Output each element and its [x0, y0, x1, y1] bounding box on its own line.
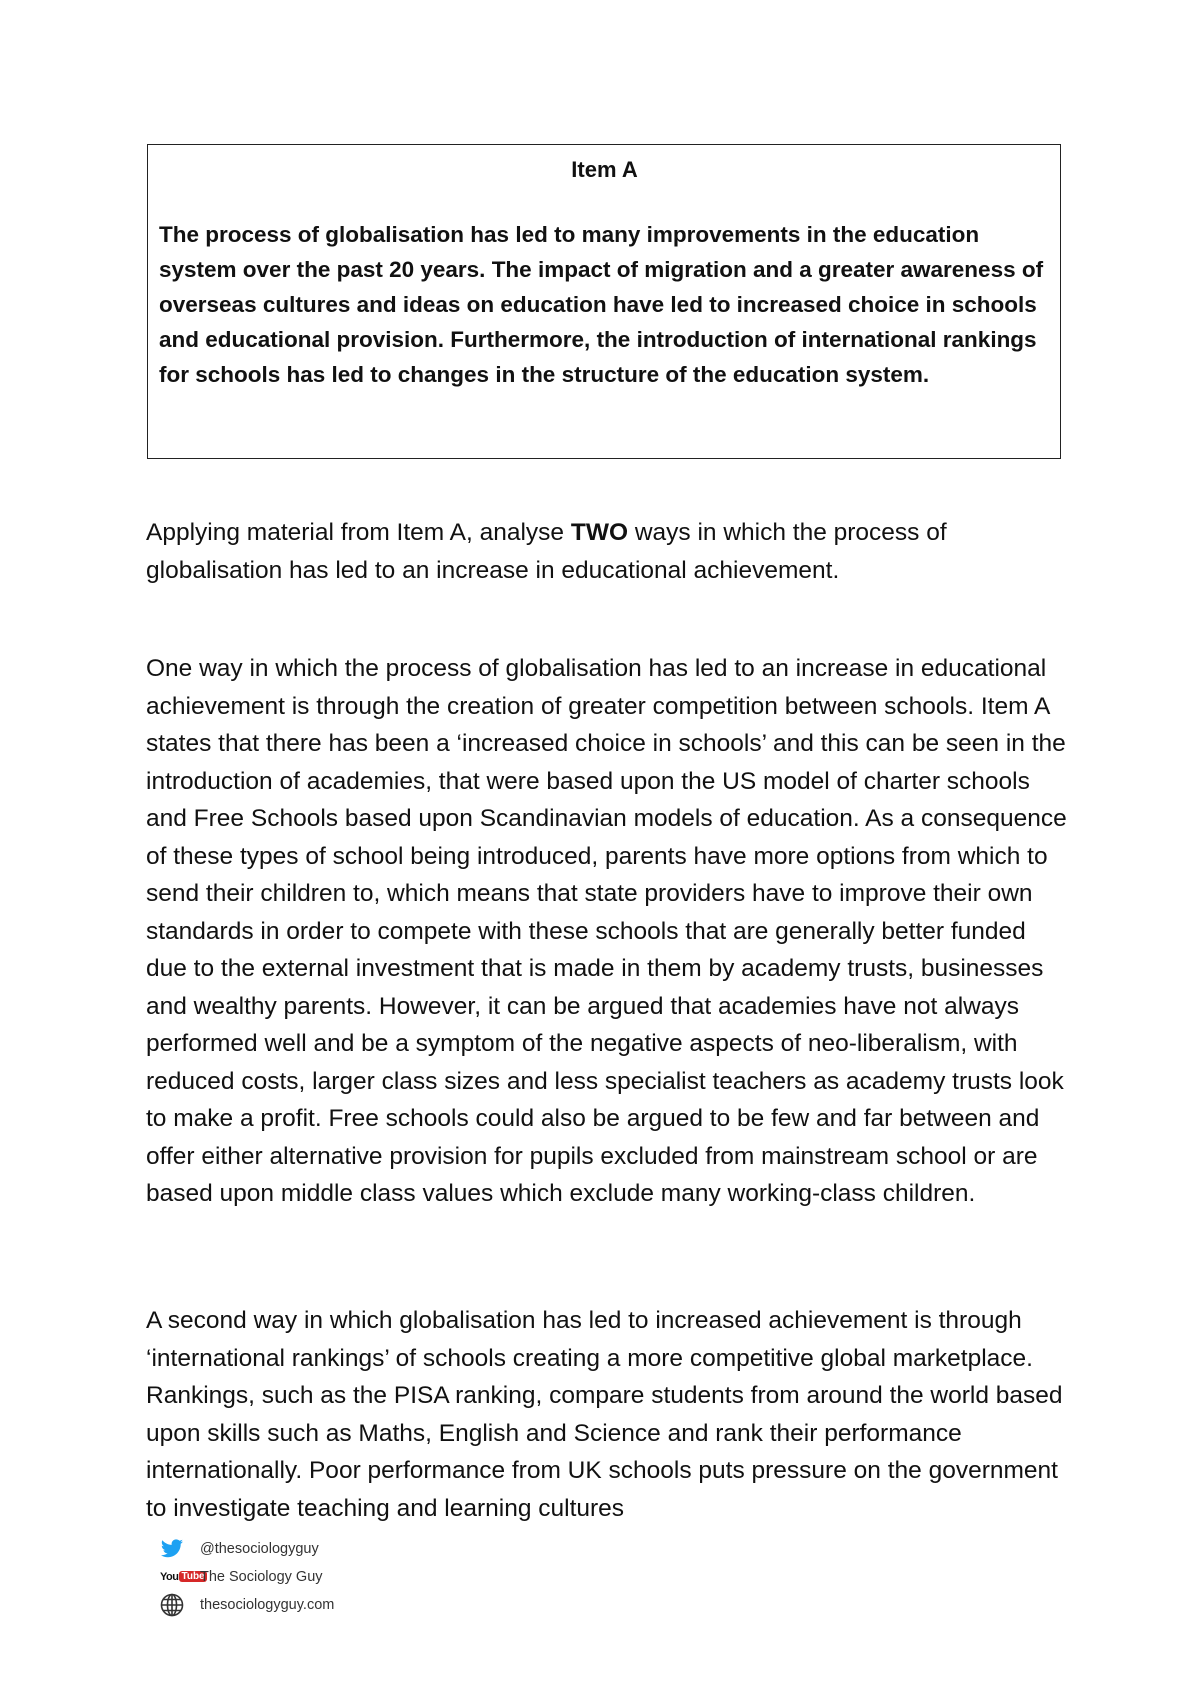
social-footer	[160, 1535, 334, 1619]
item-a-title: Item A	[571, 157, 638, 182]
question-emphasis: TWO	[570, 519, 629, 546]
twitter-icon	[160, 1537, 192, 1561]
item-a-text: The process of globalisation has led to many improvements in the education system over the past 20 years. The impact of migration and a greater awareness of overseas cultures and ideas on education have led to increased choice in schools and educational provision. Furthermore, the introduction of international rankings for schools has led to changes in the structure of the education system.	[159, 222, 1044, 387]
item-a-box	[147, 144, 1061, 459]
answer-paragraph-2: A second way in which globalisation has led to increased achievement is through ‘international rankings’ of schools creating a more competitive global marketplace. Rankings, such as the PISA ranking, compare students from around the world based upon skills such as Maths, English and Science and rank their performance internationally. Poor performance from UK schools puts pressure on the government to investigate teaching and learning cultures	[146, 1307, 1063, 1522]
question-prompt	[146, 514, 1071, 589]
globe-icon	[160, 1593, 192, 1617]
twitter-handle[interactable]: @thesociologyguy	[200, 1540, 319, 1557]
youtube-logo-you: You	[160, 1570, 179, 1583]
answer-paragraph-1: One way in which the process of globalisation has led to an increase in educational achievement is through the creation of greater competition between schools. Item A states that there has been a ‘increased choice in schools’ and this can be seen in the introduction of academies, that were based upon the US model of charter schools and Free Schools based upon Scandinavian models of education. As a consequence of these types of school being introduced, parents have more options from which to send their children to, which means that state providers have to improve their own standards in order to compete with these schools that are generally better funded due to the external investment that is made in them by academy trusts, businesses and wealthy parents. However, it can be argued that academies have not always performed well and be a symptom of the negative aspects of neo-liberalism, with reduced costs, larger class sizes and less specialist teachers as academy trusts look to make a profit. Free schools could also be argued to be few and far between and offer either alternative provision for pupils excluded from mainstream school or are based upon middle class values which exclude many working-class children.	[146, 655, 1067, 1207]
website-url[interactable]: thesociologyguy.com	[200, 1596, 335, 1613]
youtube-row	[160, 1563, 334, 1590]
youtube-channel[interactable]: The Sociology Guy	[200, 1568, 323, 1585]
website-row	[160, 1591, 334, 1618]
question-text-before: Applying material from Item A, analyse	[146, 519, 571, 546]
question-text-after: ways in which the process of globalisation has led to an increase in educational achievement.	[146, 519, 947, 584]
youtube-icon	[160, 1565, 205, 1589]
youtube-logo-tube: Tube	[181, 1571, 205, 1582]
twitter-row	[160, 1535, 334, 1562]
